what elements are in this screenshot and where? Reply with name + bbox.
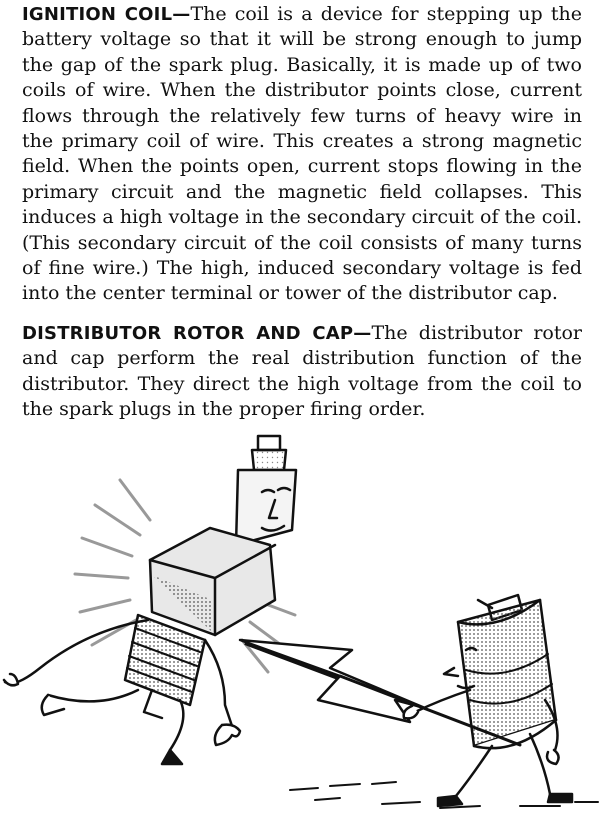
distributor-body: The distributor rotor and cap perform the real distribution function of the distributor. They direct the high voltage from the coil to the spark plugs in the proper firing order. xyxy=(22,322,582,421)
spark-plug-character xyxy=(4,436,296,764)
ignition-coil-paragraph xyxy=(22,2,582,307)
ignition-coil-heading: IGNITION COIL— xyxy=(22,4,191,25)
distributor-heading: DISTRIBUTOR ROTOR AND CAP— xyxy=(22,323,372,344)
cartoon-illustration xyxy=(0,430,600,818)
lightning-bolt xyxy=(240,640,425,722)
ignition-coil-body: The coil is a device for stepping up the battery voltage so that it will be strong enough to jump the gap of the spark plug. Basically, it is made up of two coils of wire. When the distributor points close, current flows through the relatively few turns of heavy wire in the primary coil of wire. This creates a strong magnetic field. When the points open, current stops flowing in the primary circuit and the magnetic field collapses. This induces a high voltage in the secondary circuit of the coil. (This secondary circuit of the coil consists of many turns of fine wire.) The high, induced secondary voltage is fed into the center terminal or tower of the distributor cap. xyxy=(22,3,582,305)
distributor-paragraph xyxy=(22,321,582,423)
